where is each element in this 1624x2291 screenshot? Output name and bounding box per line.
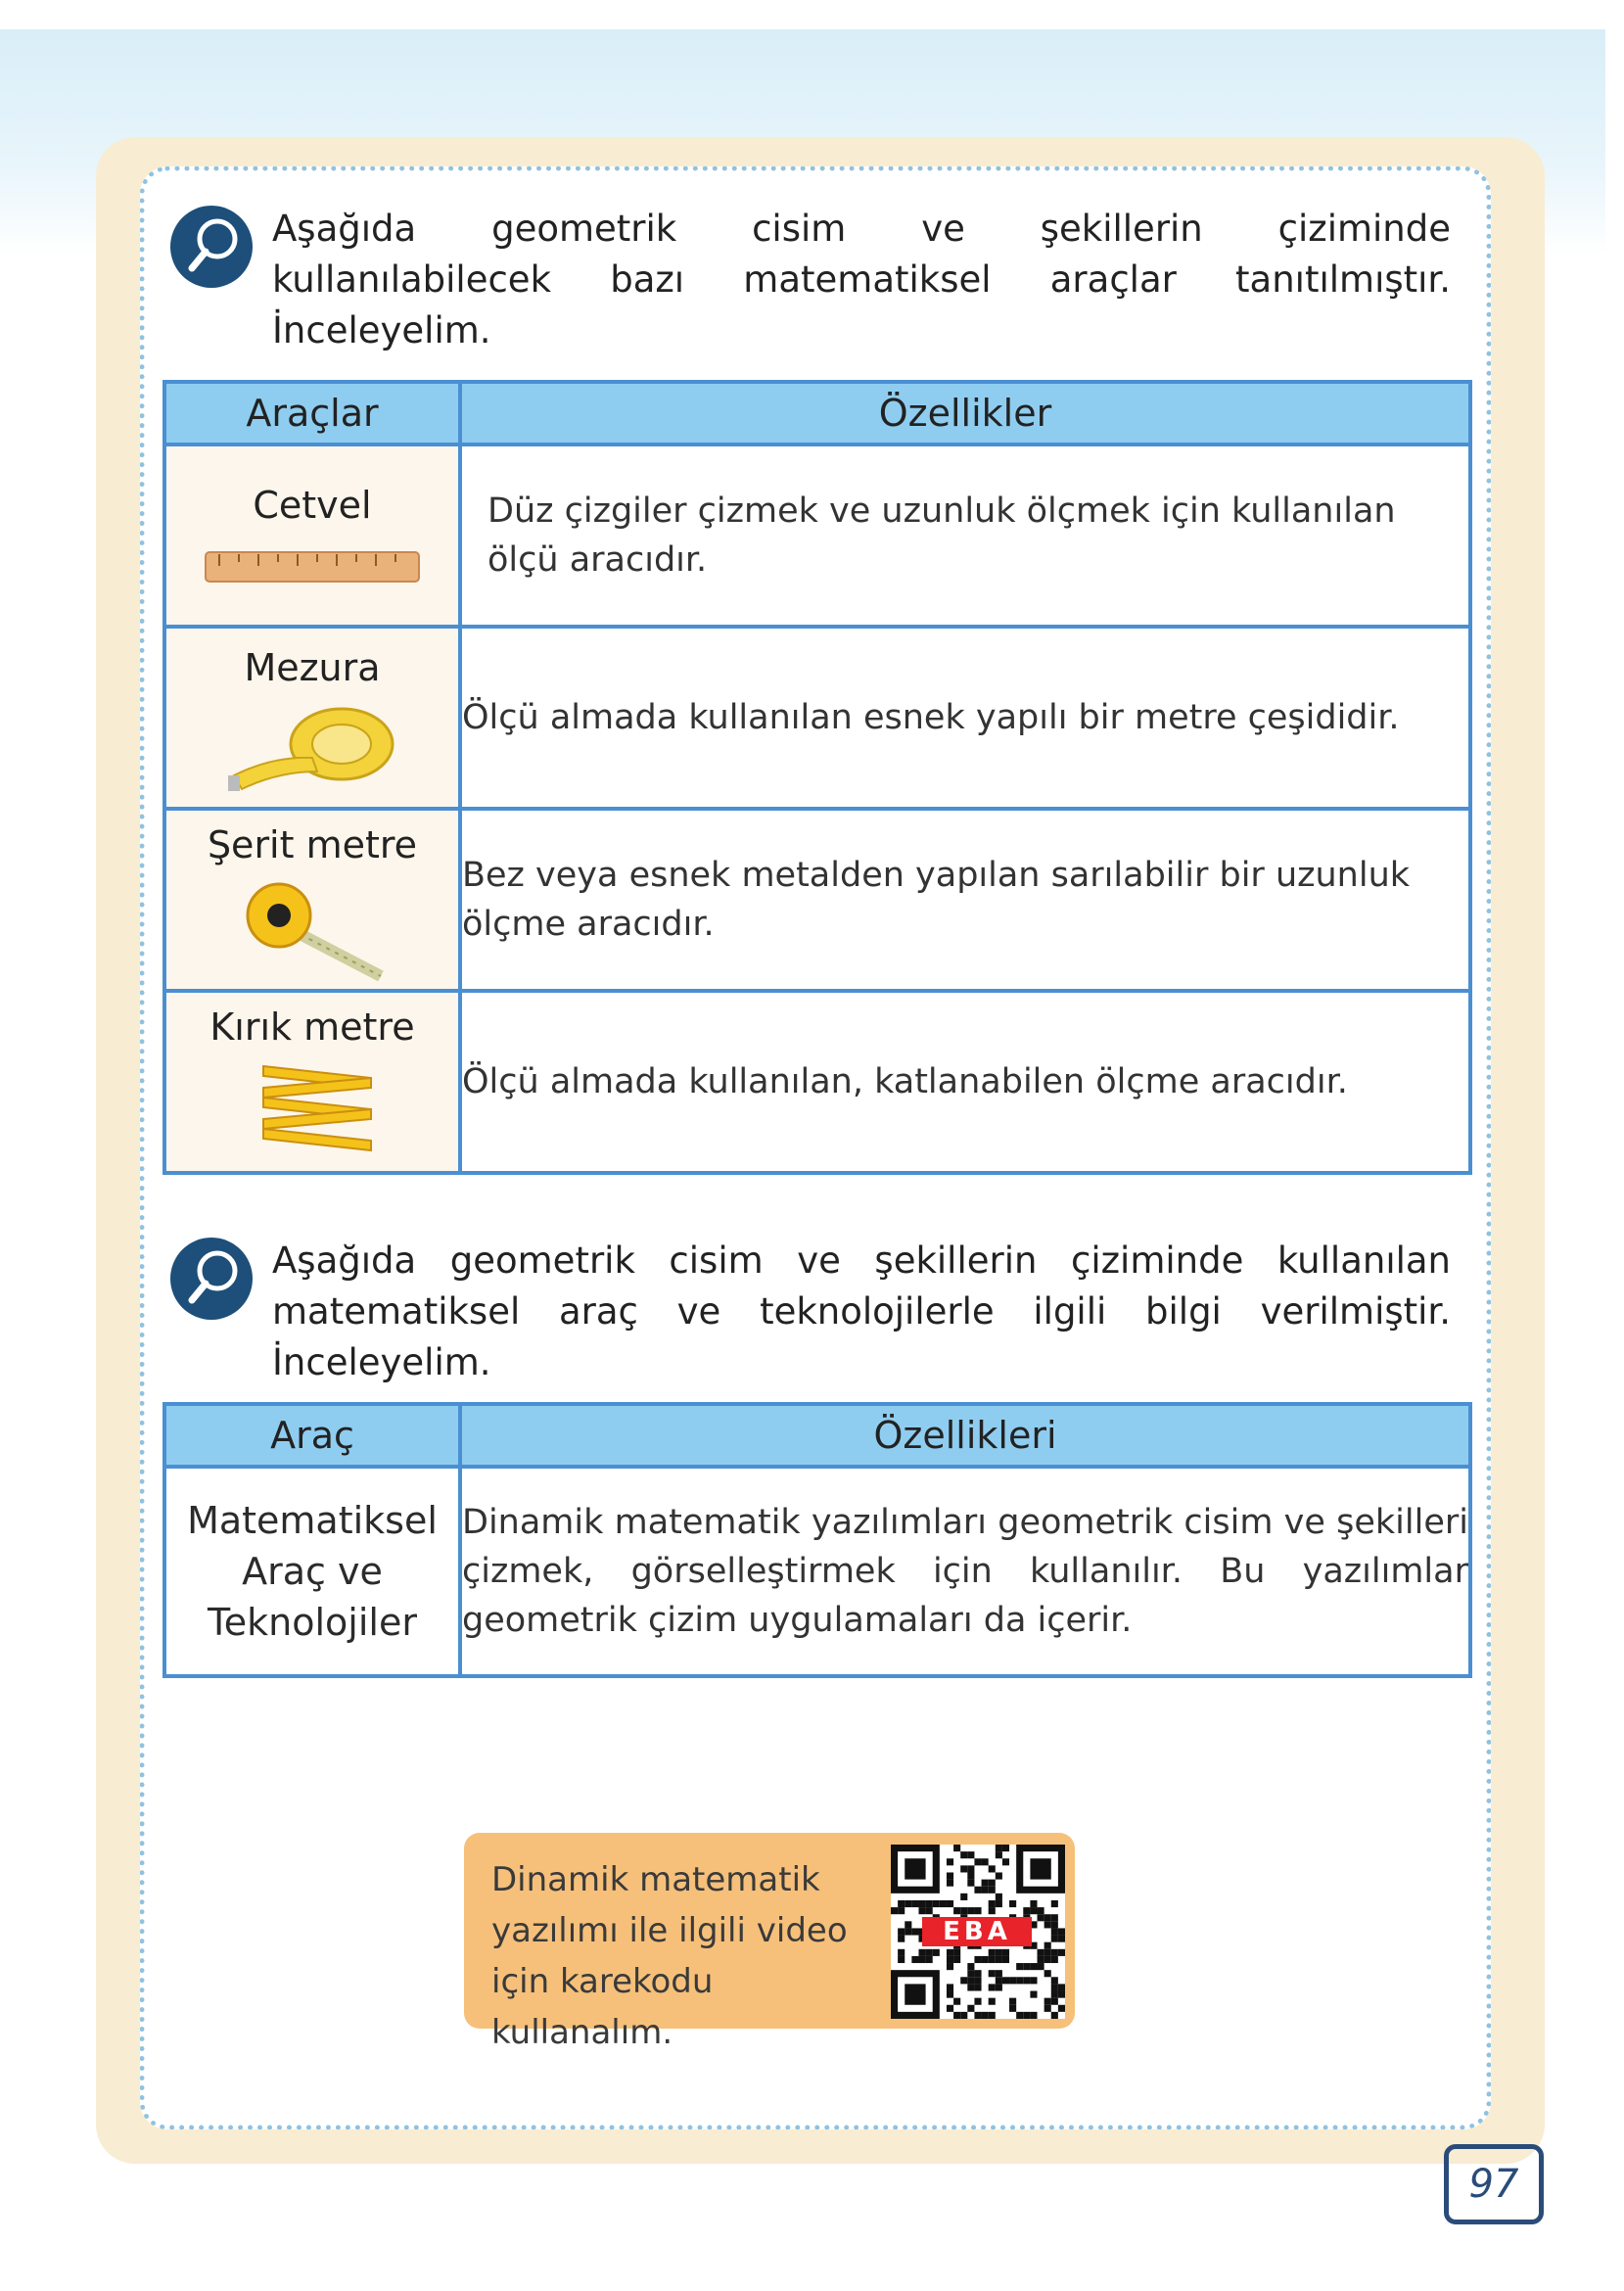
tool-name: Şerit metre (207, 823, 418, 866)
qr-info-box (464, 1833, 1075, 2052)
technology-table (162, 1402, 1472, 1678)
header-features: Özellikler (462, 384, 1468, 443)
table-row (166, 629, 1468, 807)
table-row (166, 993, 1468, 1171)
intro-text-1: Aşağıda geometrik cisim ve şekillerin çiziminde kullanılabilecek bazı matematiksel araçlar tanıtılmıştır. İnceleyelim. (272, 208, 1451, 351)
tool-cell-folding-ruler (166, 993, 458, 1171)
eba-logo: EBA (922, 1917, 1032, 1946)
tool-description: Düz çizgiler çizmek ve uzunluk ölçmek için kullanılan ölçü aracıdır. (462, 446, 1468, 625)
page-number: 97 (1444, 2144, 1544, 2224)
tool-description: Ölçü almada kullanılan, katlanabilen ölçme aracıdır. (462, 993, 1468, 1171)
table-row (166, 811, 1468, 989)
tool-name: Mezura (244, 646, 381, 689)
tool-description: Bez veya esnek metalden yapılan sarılabilir bir uzunluk ölçme aracıdır. (462, 811, 1468, 989)
ruler-icon (200, 535, 425, 593)
tool-cell-tape (166, 629, 458, 807)
tool-name: Kırık metre (209, 1005, 415, 1049)
qr-text: Dinamik matematik yazılımı ile ilgili video için karekodu kullanalım. (491, 1860, 848, 2052)
tool-cell-technology (166, 1469, 458, 1674)
header-features: Özellikleri (462, 1406, 1468, 1465)
intro-text-2: Aşağıda geometrik cisim ve şekillerin çiziminde kullanılan matematiksel araç ve teknolojilerle ilgili bilgi verilmiştir. İnceleyelim. (272, 1239, 1451, 1383)
retractable-tape-icon (234, 874, 391, 982)
table-row (166, 446, 1468, 625)
table-header-row (166, 384, 1468, 443)
magnifier-icon (168, 204, 255, 290)
folding-ruler-icon (244, 1056, 381, 1164)
header-tools: Araçlar (166, 384, 458, 443)
intro-block-1 (168, 204, 1451, 356)
tool-cell-tape-measure (166, 811, 458, 989)
tool-cell-ruler (166, 446, 458, 625)
tool-description: Dinamik matematik yazılımları geometrik cisim ve şekilleri çizmek, görselleştirmek için kullanılır. Bu yazılımlar geometrik çizim uygulamaları da içerir. (462, 1469, 1468, 1674)
tape-measure-icon (224, 697, 400, 795)
magnifier-icon (168, 1236, 255, 1322)
tool-description: Ölçü almada kullanılan esnek yapılı bir metre çeşididir. (462, 629, 1468, 807)
tool-name: Cetvel (253, 484, 372, 527)
tools-table (162, 380, 1472, 1175)
table-row (166, 1469, 1468, 1674)
intro-block-2 (168, 1236, 1451, 1388)
header-tool: Araç (166, 1406, 458, 1465)
tool-name: Matematiksel Araç ve Teknolojiler (187, 1499, 438, 1644)
table-header-row (166, 1406, 1468, 1465)
